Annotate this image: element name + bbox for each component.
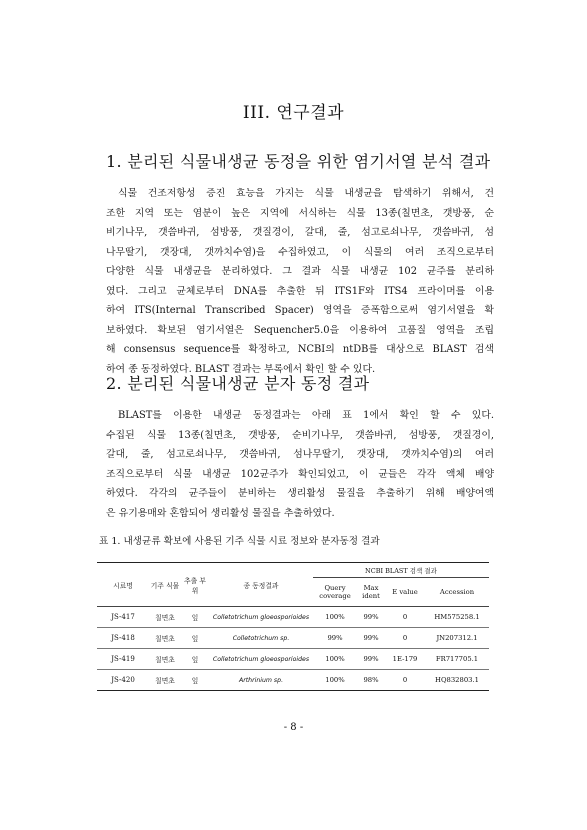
cell-species: Arthrinium sp. — [209, 670, 313, 691]
section1-paragraph — [106, 184, 494, 379]
cell-sample: JS-417 — [97, 607, 149, 628]
paragraph-line: 나무딸기, 갯장대, 갯까치수염)을 수집하였고, 이 식물의 여러 조직으로부터 — [106, 246, 494, 258]
table-row — [97, 670, 489, 691]
cell-ident: 99% — [357, 607, 385, 628]
cell-accession: JN207312.1 — [425, 628, 489, 649]
paragraph-line: 조직으로부터 식물 내생균 102균주가 확인되었고, 이 균들은 각각 액체 배양 — [106, 468, 494, 480]
cell-sample: JS-420 — [97, 670, 149, 691]
cell-coverage: 100% — [313, 649, 357, 670]
page-number: - 8 - — [283, 722, 304, 733]
paragraph-line: 하여 종 동정하였다. BLAST 결과는 부록에서 확인 할 수 있다. — [106, 363, 376, 375]
header-query-coverage: Query coverage — [313, 578, 357, 607]
cell-species: Colletotrichum sp. — [209, 628, 313, 649]
section-title-2: 2. 분리된 식물내생균 분자 동정 결과 — [106, 374, 370, 393]
cell-species: Colletotrichum gloeosporioides — [209, 649, 313, 670]
cell-part: 잎 — [181, 649, 209, 670]
cell-evalue: 0 — [385, 607, 425, 628]
paragraph-line: BLAST를 이용한 내생균 동정결과는 아래 표 1에서 확인 할 수 있다. — [118, 410, 494, 421]
cell-host: 칠면초 — [149, 628, 181, 649]
cell-part: 잎 — [181, 607, 209, 628]
paragraph-line: 비기나무, 갯씀바귀, 섬방풍, 갯질경이, 갈대, 줄, 섬고로쇠나무, 갯씀바귀, 섬 — [106, 227, 494, 238]
paragraph-line: 하였다. 각각의 균주들이 분비하는 생리활성 물질을 추출하기 위해 배양여액 — [106, 488, 494, 499]
header-part: 추출 부위 — [181, 563, 209, 607]
paragraph-line: 수집된 식물 13종(칠면초, 갯방풍, 순비기나무, 갯씀바귀, 섬방풍, 갯질경이, — [106, 429, 494, 441]
header-ncbi-group: NCBI BLAST 검색 결과 — [313, 563, 489, 578]
table-row — [97, 628, 489, 649]
cell-evalue: 1E-179 — [385, 649, 425, 670]
cell-ident: 98% — [357, 670, 385, 691]
cell-sample: JS-419 — [97, 649, 149, 670]
paragraph-line: 조한 지역 또는 염분이 높은 지역에 서식하는 식물 13종(칠면초, 갯방풍, 순 — [106, 207, 494, 219]
cell-accession: HQ832803.1 — [425, 670, 489, 691]
header-sample: 시료명 — [97, 563, 149, 607]
paragraph-line: 보하였다. 확보된 염기서열은 Sequencher5.0을 이용하여 고품질 영역을 조립 — [106, 324, 494, 336]
header-host-plant: 기주 식물 — [149, 563, 181, 607]
chapter-title: III. 연구결과 — [242, 103, 345, 123]
paragraph-line: 은 유기용매와 혼합되어 생리활성 물질을 추출하였다. — [106, 507, 335, 519]
cell-host: 칠면초 — [149, 607, 181, 628]
cell-host: 칠면초 — [149, 649, 181, 670]
cell-coverage: 99% — [313, 628, 357, 649]
section2-paragraph — [106, 406, 494, 523]
table-row — [97, 607, 489, 628]
cell-coverage: 100% — [313, 670, 357, 691]
header-max-ident: Max ident — [357, 578, 385, 607]
cell-coverage: 100% — [313, 607, 357, 628]
cell-host: 칠면초 — [149, 670, 181, 691]
cell-evalue: 0 — [385, 670, 425, 691]
paragraph-line: 하여 ITS(Internal Transcribed Spacer) 영역을 증폭함으로써 염기서열을 확 — [106, 305, 494, 316]
cell-ident: 99% — [357, 628, 385, 649]
paragraph-line: 다양한 식물 내생균을 분리하였다. 그 결과 식물 내생균 102 균주를 분리하 — [106, 266, 494, 277]
paragraph-line: 해 consensus sequence를 확정하고, NCBI의 ntDB를 대상으로 BLAST 검색 — [106, 344, 494, 355]
table-row — [97, 649, 489, 670]
section-title-1: 1. 분리된 식물내생균 동정을 위한 염기서열 분석 결과 — [106, 152, 491, 171]
paragraph-line: 식물 건조저항성 증진 효능을 가지는 식물 내생균을 탐색하기 위해서, 건 — [118, 188, 494, 199]
results-table — [97, 562, 489, 691]
header-accession: Accession — [425, 578, 489, 607]
cell-ident: 99% — [357, 649, 385, 670]
header-e-value: E value — [385, 578, 425, 607]
cell-species: Colletotrichum gloeosporioides — [209, 607, 313, 628]
header-species: 종 동정결과 — [209, 563, 313, 607]
paragraph-line: 갈대, 줄, 섬고로쇠나무, 갯씀바귀, 섬나무딸기, 갯장대, 갯까치수염)의 여러 — [106, 449, 494, 460]
paragraph-line: 였다. 그리고 균체로부터 DNA를 추출한 뒤 ITS1F와 ITS4 프라이머를 이용 — [106, 285, 494, 297]
cell-accession: HM575258.1 — [425, 607, 489, 628]
cell-evalue: 0 — [385, 628, 425, 649]
table-caption: 표 1. 내생균류 확보에 사용된 기주 식물 시료 정보와 분자동정 결과 — [99, 536, 380, 547]
cell-part: 잎 — [181, 628, 209, 649]
cell-accession: FR717705.1 — [425, 649, 489, 670]
cell-part: 잎 — [181, 670, 209, 691]
cell-sample: JS-418 — [97, 628, 149, 649]
